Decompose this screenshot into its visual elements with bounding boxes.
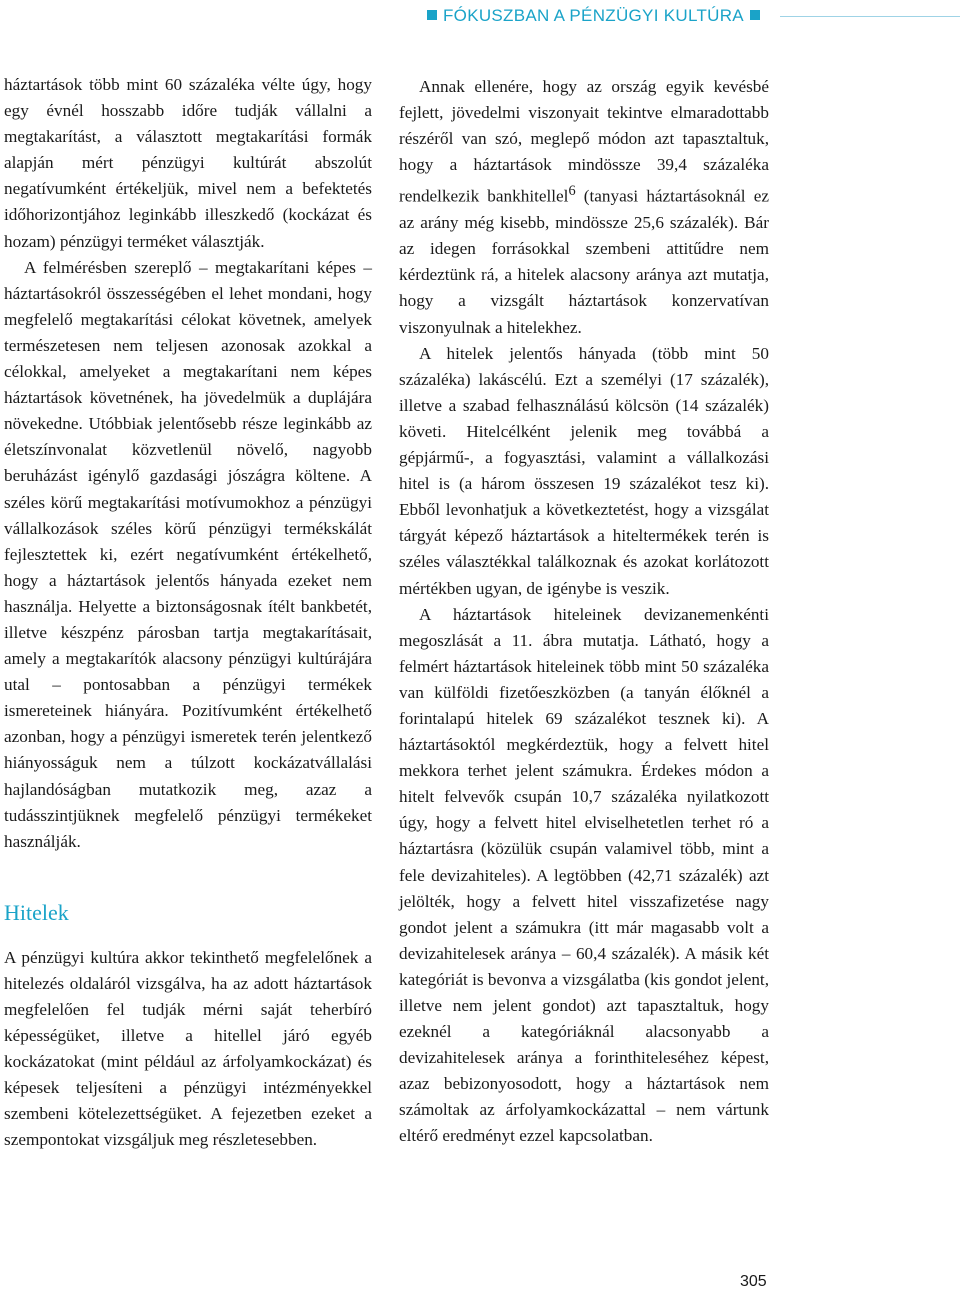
footnote-marker: 6 xyxy=(568,183,576,200)
paragraph: A pénzügyi kultúra akkor tekinthető megfelelőnek a hitelezés oldaláról vizsgálva, ha az adott háztartások megfelelően fel tudják mérni saját teherbíró képességüket, illetve a hitellel járó egyéb kockázatokat (mint például az árfolyamkockázat) és képesek teljesíteni a pénzügyi intézményekkel szembeni kötelezettségüket. A fejezetben ezeket a szempontokat vizsgáljuk meg részletesebben. xyxy=(4,947,372,1150)
paragraph: A felmérésben szereplő – megtakarítani képes – háztartásokról összességében el lehet mondani, hogy megfelelő megtakarítási célokat követnek, amelyek természetesen nem teljesen azonosak azokkal a célokkal, amelyeket a megtakarítani nem képes háztartások követnének, ha jövedelmük a duplájára növekedne. Utóbbiak jelentősebb része leginkább az életszínvonalat közvetlenül növelő, nagyobb beruházást igénylő gazdasági jószágra költene. A széles körű megtakarítási motívumokhoz a pénzügyi vállalkozások széles körű pénzügyi termékskálát fejlesztettek ki, ezért negatívumként értékelhető, hogy a háztartások jelentős hányada ezeket nem használja. Helyette a biztonságosnak ítélt bankbetét, illetve készpénz párosban tartja megtakarításait, amely a megtakarítók alacsony pénzügyi kultúrájára utal – pontosabban a pénzügyi termékek ismereteinek hiányára. Pozitívumként értékelhető azonban, hogy a pénzügyi ismeretek terén jelentkező hiányosságuk nem a túlzott kockázatvállalási hajlandóságban mutatkozik meg, azaz a tudásszintjüknek megfelelő pénzügyi termékeket használják. xyxy=(4,257,372,851)
section-heading: Hitelek xyxy=(4,899,69,925)
paragraph-text: (tanyasi háztartásoknál ez az arány még kisebb, mindössze 25,6 százalék). Bár az idegen forrásokkal szembeni attitűdre nem kérdeztünk rá, a hitelek alacsony aránya azt mutatja, hogy a vizsgált háztartások konzervatívan viszonyulnak a hitelekhez. xyxy=(399,187,769,337)
paragraph-text: Annak ellenére, hogy az ország egyik kevésbé fejlett, jövedelmi viszonyait tekintve elmaradottabb részéről van szó, meglepő módon azt tapasztaltuk, hogy a háztartások mindössze 39,4 százaléka rendelkezik bankhitellel xyxy=(399,77,769,207)
page-number: 305 xyxy=(740,1273,767,1290)
paragraph: A hitelek jelentős hányada (több mint 50 százaléka) lakáscélú. Ezt a személyi (17 százalék), illetve a szabad felhasználású kölcsön (14 százalék) követi. Hitelcélként jelenik meg továbbá a gépjármű-, a fogyasztási, valamint a vállalkozási hitel is (a három összesen 19 százalékot tesz ki). Ebből levonhatjuk a következtetést, hogy a vizsgálat tárgyát képező háztartások a hiteltermékek terén is széles választékkal találkoznak és azokat korlátozott mértékben ugyan, de igénybe is veszik. xyxy=(399,343,769,598)
header-rule xyxy=(780,16,960,17)
right-column xyxy=(399,74,769,1150)
running-header xyxy=(0,4,960,30)
paragraph: háztartások több mint 60 százaléka vélte úgy, hogy egy évnél hosszabb időre tudják vállalni a megtakarítást, a választott megtakarítási formák alapján mért pénzügyi kultúrát abszolút negatívumként értékeljük, mivel nem a befektetés időhorizontjához leginkább illeszkedő (kockázat és hozam) pénzügyi terméket választják. xyxy=(4,75,372,251)
header-title-text: FÓKUSZBAN A PÉNZÜGYI KULTÚRA xyxy=(443,6,744,25)
running-header-title xyxy=(427,6,772,26)
square-bullet-icon xyxy=(427,10,437,20)
square-bullet-icon xyxy=(750,10,760,20)
left-column xyxy=(4,72,372,1154)
paragraph: A háztartások hiteleinek devizanemenkénti megoszlását a 11. ábra mutatja. Látható, hogy a felmért háztartások hiteleinek több mint 50 százaléka van külföldi fizetőeszközben (a tanyán élőknél a forintalapú hitelek 69 százalékot tesznek ki). A háztartásoktól megkérdeztük, hogy a felvett hitel mekkora terhet jelent számukra. Érdekes módon a hitelt felvevők csupán 10,7 százaléka nyilatkozott úgy, hogy a felvett hitel elviselhetetlen terhet ró a háztartásra (közülük csupán valamivel több, mint a fele devizahiteles). A legtöbben (42,71 százalék) azt jelölték, hogy a felvett hitel visszafizetése nagy gondot jelent a számukra (itt már magasabb volt a devizahitelesek aránya – 60,4 százalék). A másik két kategóriát is bevonva a vizsgálatba (kis gondot jelent, illetve nem jelent gondot) azt tapasztaltuk, hogy ezeknél a kategóriáknál alacsonyabb a devizahitelesek aránya a forinthiteleséhez képest, azaz bebizonyosodott, hogy a háztartások nem számoltak az árfolyamkockázattal – nem vártunk eltérő eredményt ezzel kapcsolatban. xyxy=(399,604,769,1146)
paragraph xyxy=(399,74,769,341)
